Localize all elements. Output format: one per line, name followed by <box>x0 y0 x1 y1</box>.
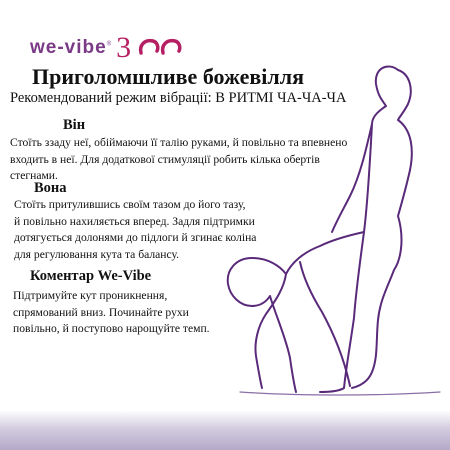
section-heading-comment: Коментар We-Vibe <box>30 268 152 284</box>
we-vibe-3-product-icon <box>137 37 185 59</box>
text-line: для регулювання кута та балансу. <box>14 247 180 261</box>
standing-figure-outline <box>320 66 412 392</box>
floor-shadow <box>240 392 440 395</box>
section-heading-him: Він <box>63 117 86 133</box>
text-line: Стоїть ззаду неї, обіймаючи її талію руками, й повільно та впевнено <box>10 136 348 149</box>
text-line: стегнами. <box>10 169 58 182</box>
brand-header <box>30 33 185 63</box>
text-line: й повільно нахиляється вперед. Задля підтримки <box>14 214 255 228</box>
text-line: повільно, й поступово нарощуйте темп. <box>13 322 210 335</box>
text-line: входить в неї. Для додаткової стимуляції робить кілька обертів <box>10 152 320 166</box>
section-body-him <box>10 135 347 185</box>
page-title: Приголомшливе божевілля <box>32 64 304 89</box>
text-line: спрямований вниз. Починайте рухи <box>13 305 189 319</box>
section-body-comment <box>13 288 210 338</box>
text-line: Стоїть притулившись своїм тазом до його тазу, <box>14 198 246 211</box>
section-body-her <box>14 197 256 263</box>
text-line: дотягується долонями до підлоги й згинає коліна <box>14 231 257 244</box>
section-heading-her: Вона <box>34 180 67 196</box>
page-subtitle: Рекомендований режим вібрації: В РИТМІ ЧА-ЧА-ЧА <box>10 90 347 106</box>
brand-logo: we-vibe® <box>30 37 113 58</box>
text-line: Підтримуйте кут проникнення, <box>13 289 168 302</box>
brand-version: 3 <box>116 31 132 64</box>
